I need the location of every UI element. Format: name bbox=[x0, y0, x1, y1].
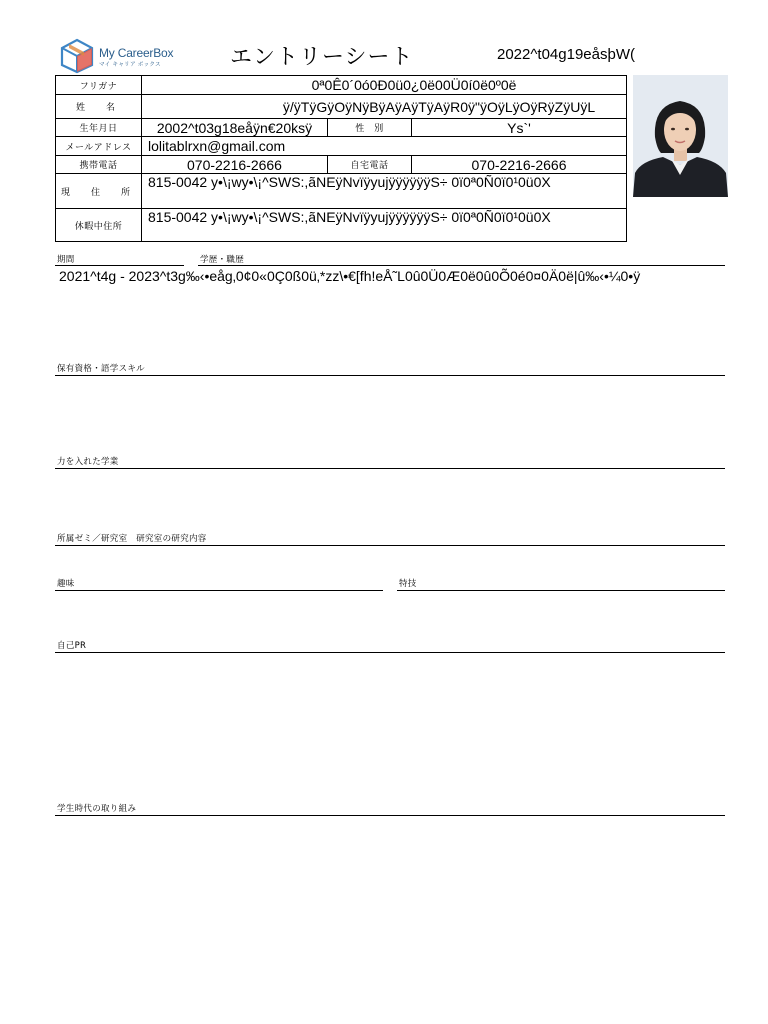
birth-row bbox=[56, 119, 627, 137]
home-phone-value: 070-2216-2666 bbox=[412, 156, 627, 174]
home-phone-label: 自宅電話 bbox=[328, 156, 412, 174]
name-label: 姓 名 bbox=[56, 95, 142, 119]
profile-table bbox=[55, 75, 627, 242]
pr-divider bbox=[55, 652, 725, 653]
address-row bbox=[56, 174, 627, 209]
hobby-divider bbox=[55, 590, 383, 591]
holiday-address-label: 休暇中住所 bbox=[56, 209, 142, 242]
skill-divider bbox=[397, 590, 725, 591]
holiday-address-value: 815-0042 y•\¡wy•\¡^SWS:,ãNEÿNvïÿyujÿÿÿÿÿÿS÷ 0ï0ª0Ñ0ï0¹0ü0X bbox=[142, 209, 627, 242]
history-value: 2021^t4g - 2023^t3g‰‹•eåg‚0¢0«0Ç0ß0ü‚*zz\•€[fh!eÅ˜L0û0Ü0Æ0ë0û0Õ0é0¤0Ä0ë|û‰‹•¼0•ÿ bbox=[59, 268, 641, 284]
student-activities-divider bbox=[55, 815, 725, 816]
address-value: 815-0042 y•\¡wy•\¡^SWS:,ãNEÿNvïÿyujÿÿÿÿÿÿS÷ 0ï0ª0Ñ0ï0¹0ü0X bbox=[142, 174, 627, 209]
phone-row bbox=[56, 156, 627, 174]
qualifications-label: 保有資格・語学スキル bbox=[57, 364, 145, 374]
gender-value: Ys`' bbox=[412, 119, 627, 137]
student-activities-label: 学生時代の取り組み bbox=[57, 804, 137, 814]
studies-divider bbox=[55, 468, 725, 469]
pr-label: 自己PR bbox=[57, 641, 87, 651]
email-label: メールアドレス bbox=[56, 137, 142, 156]
gender-label: 性 別 bbox=[328, 119, 412, 137]
profile-photo bbox=[633, 75, 728, 197]
furigana-row bbox=[56, 76, 627, 95]
birth-label: 生年月日 bbox=[56, 119, 142, 137]
birth-value: 2002^t03g18eåÿn€20ksÿ bbox=[142, 119, 328, 137]
name-row bbox=[56, 95, 627, 119]
brand-subtitle: マイ キャリア ボックス bbox=[99, 62, 161, 68]
person-portrait-icon bbox=[633, 75, 728, 197]
email-row bbox=[56, 137, 627, 156]
mobile-label: 携帯電話 bbox=[56, 156, 142, 174]
address-label: 現 住 所 bbox=[56, 174, 142, 209]
document-date: 2022^t04g19eåsþW( bbox=[497, 46, 635, 63]
period-divider bbox=[55, 265, 184, 266]
careerbox-logo-icon bbox=[60, 38, 94, 74]
hobby-label: 趣味 bbox=[57, 579, 75, 589]
qualifications-divider bbox=[55, 375, 725, 376]
period-label: 期間 bbox=[57, 255, 75, 265]
email-value: lolitablrxn@gmail.com bbox=[142, 137, 627, 156]
furigana-value: 0ª0Ê0´0ó0Ð0ü0¿0ë00Ü0í0ë0º0ë bbox=[142, 76, 627, 95]
mobile-value: 070-2216-2666 bbox=[142, 156, 328, 174]
brand-name: My CareerBox bbox=[99, 46, 174, 60]
holiday-address-row bbox=[56, 209, 627, 242]
seminar-label: 所属ゼミ／研究室 研究室の研究内容 bbox=[57, 534, 207, 544]
studies-label: 力を入れた学業 bbox=[57, 457, 119, 467]
history-label: 学歴・職歴 bbox=[200, 255, 245, 265]
name-value: ÿ/ÿTÿGÿOÿNÿBÿAÿAÿTÿAÿR0ÿ"ÿOÿLÿOÿRÿZÿUÿL bbox=[142, 95, 627, 119]
history-divider bbox=[198, 265, 725, 266]
skill-label: 特技 bbox=[399, 579, 417, 589]
page-title: エントリーシート bbox=[230, 45, 414, 70]
furigana-label: フリガナ bbox=[56, 76, 142, 95]
seminar-divider bbox=[55, 545, 725, 546]
